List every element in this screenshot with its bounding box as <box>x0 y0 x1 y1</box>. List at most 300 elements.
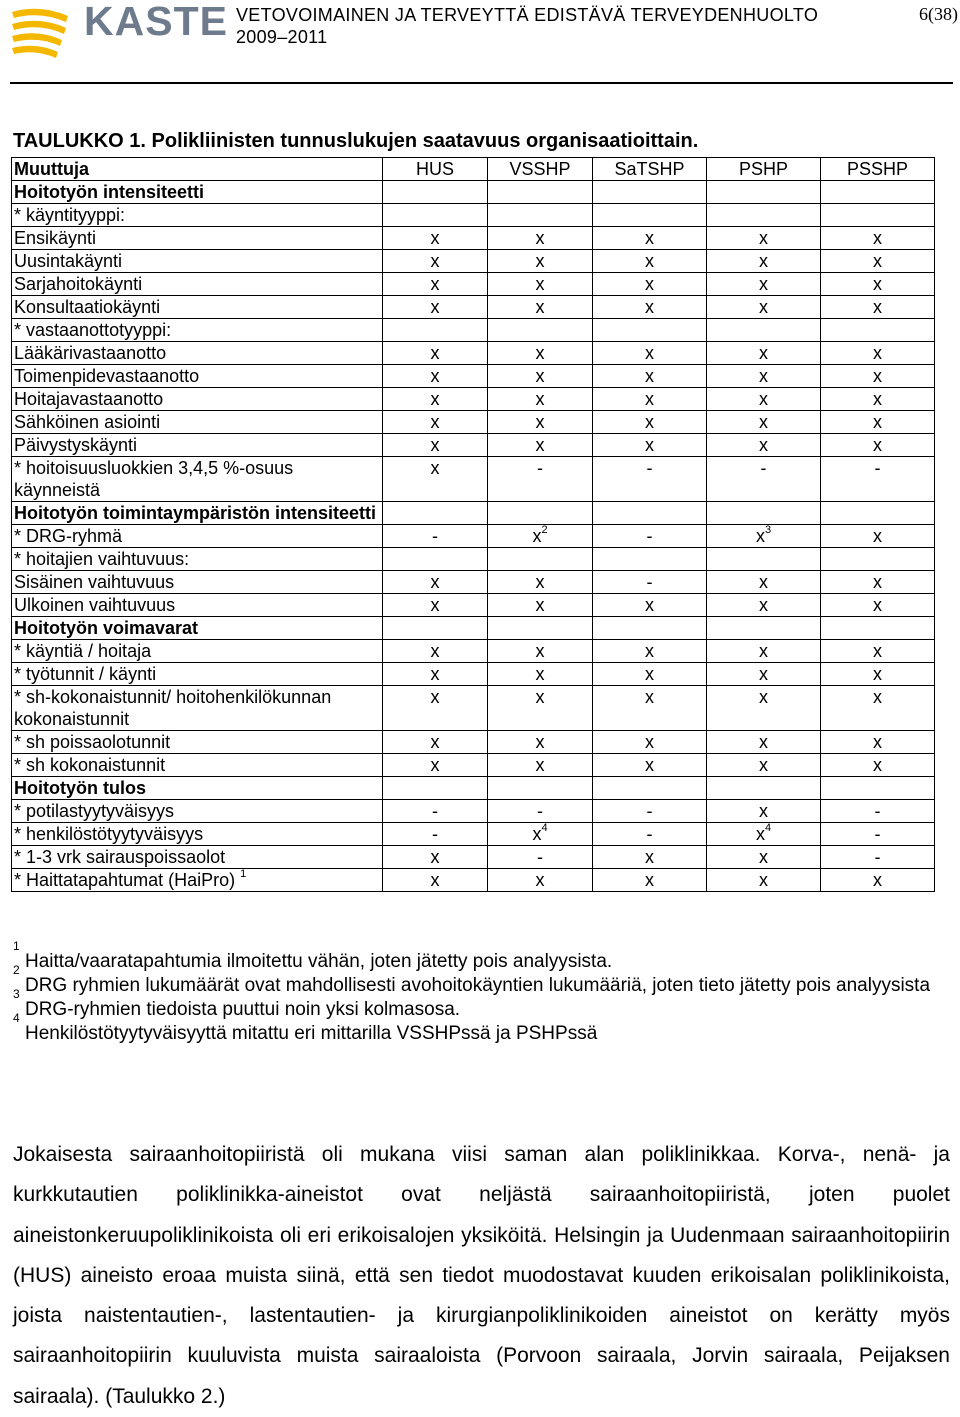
table-cell <box>593 365 707 388</box>
cell-value: x <box>430 458 440 478</box>
table-cell <box>821 686 935 731</box>
table-cell <box>383 296 488 319</box>
table-cell <box>383 731 488 754</box>
page-number: 6(38) <box>919 4 958 24</box>
cell-value: x <box>430 664 440 684</box>
table-cell <box>488 457 593 502</box>
row-label-text: * käyntityyppi: <box>14 205 126 225</box>
cell-value: x <box>873 641 882 661</box>
table-cell <box>707 777 821 800</box>
table-cell <box>707 273 821 296</box>
table-cell <box>593 342 707 365</box>
table-cell <box>707 548 821 571</box>
row-label <box>12 846 383 869</box>
table-cell <box>593 502 707 525</box>
table-cell <box>821 846 935 869</box>
cell-value: x <box>873 595 882 615</box>
availability-table <box>11 157 935 892</box>
cell-value: x <box>759 251 768 271</box>
row-label-text: * työtunnit / käynti <box>14 664 157 684</box>
cell-value: x <box>430 274 440 294</box>
cell-value: x <box>430 389 440 409</box>
table-cell <box>383 686 488 731</box>
table-cell <box>593 663 707 686</box>
table-cell <box>488 754 593 777</box>
cell-value: x <box>532 526 542 546</box>
kaste-sun-icon <box>10 2 80 60</box>
table-cell <box>488 640 593 663</box>
table-cell <box>383 548 488 571</box>
row-label <box>12 869 383 892</box>
table-cell <box>383 388 488 411</box>
cell-value: x <box>645 664 654 684</box>
cell-value: x <box>645 641 654 661</box>
table-cell <box>488 227 593 250</box>
cell-value: x <box>535 732 545 752</box>
cell-value: - <box>874 458 881 478</box>
cell-value: x <box>430 687 440 707</box>
table-cell <box>707 502 821 525</box>
row-label-text: Hoitotyön tulos <box>14 778 146 798</box>
table-cell <box>821 250 935 273</box>
table-row <box>12 548 935 571</box>
cell-value: x <box>535 664 545 684</box>
cell-value: x <box>430 297 440 317</box>
cell-value: x <box>535 595 545 615</box>
footnote-text: DRG-ryhmien tiedoista puuttui noin yksi kolmasosa. <box>24 999 461 1020</box>
cell-value: x <box>645 435 654 455</box>
cell-value: x <box>430 412 440 432</box>
table-cell <box>707 800 821 823</box>
cell-value: x <box>873 274 882 294</box>
table-cell <box>383 525 488 548</box>
table-cell <box>383 823 488 846</box>
cell-value: x <box>759 687 768 707</box>
cell-value: - <box>537 801 543 821</box>
footnote-ref: 4 <box>541 822 548 834</box>
table-cell <box>383 227 488 250</box>
row-label <box>12 731 383 754</box>
table-cell <box>488 846 593 869</box>
cell-value: - <box>537 847 543 867</box>
table-cell <box>488 342 593 365</box>
table-cell <box>383 571 488 594</box>
table-cell <box>707 434 821 457</box>
table-cell <box>707 640 821 663</box>
table-cell <box>488 319 593 342</box>
row-label <box>12 342 383 365</box>
table-cell <box>593 457 707 502</box>
table-cell <box>488 250 593 273</box>
table-cell <box>383 640 488 663</box>
cell-value: x <box>645 687 654 707</box>
table-cell <box>383 365 488 388</box>
row-label-text: Sähköinen asiointi <box>14 412 161 432</box>
table-cell <box>821 663 935 686</box>
row-label-text: Hoitotyön toimintaympäristön intensiteetti <box>14 503 377 523</box>
table-row <box>12 800 935 823</box>
row-label-text: * hoitoisuusluokkien 3,4,5 %-osuus käynneistä <box>14 458 294 500</box>
page-header <box>0 0 960 90</box>
table-cell <box>707 250 821 273</box>
header-title <box>236 4 818 48</box>
cell-value: x <box>430 343 440 363</box>
row-label <box>12 777 383 800</box>
cell-value: x <box>645 412 654 432</box>
table-cell <box>383 800 488 823</box>
footnote-ref: 4 <box>764 822 772 834</box>
table-cell <box>593 686 707 731</box>
cell-value: x <box>873 732 882 752</box>
table-header-row <box>12 158 935 181</box>
table-cell <box>488 823 593 846</box>
row-label <box>12 800 383 823</box>
cell-value: x <box>645 366 654 386</box>
cell-value: x <box>535 435 545 455</box>
cell-value: x <box>535 687 545 707</box>
row-label <box>12 204 383 227</box>
cell-value: - <box>874 801 881 821</box>
table-cell <box>593 617 707 640</box>
table-cell <box>707 181 821 204</box>
table-cell <box>821 800 935 823</box>
table-row <box>12 686 935 731</box>
logo-text: KASTE <box>84 0 228 44</box>
table-cell <box>593 548 707 571</box>
table-cell <box>383 319 488 342</box>
footnote-ref: 1 <box>240 868 247 880</box>
table-cell <box>821 388 935 411</box>
column-header-psshp: PSSHP <box>821 158 935 181</box>
footnote <box>13 987 953 1022</box>
cell-value: x <box>759 801 768 821</box>
footnote-number: 2 <box>13 963 20 977</box>
row-label-text: * käyntiä / hoitaja <box>14 641 152 661</box>
row-label <box>12 548 383 571</box>
cell-value: x <box>759 274 768 294</box>
cell-value: x <box>430 870 440 890</box>
row-label-text: * DRG-ryhmä <box>14 526 123 546</box>
cell-value: - <box>432 526 438 546</box>
table-cell <box>593 273 707 296</box>
row-label-text: * 1-3 vrk sairauspoissaolot <box>14 847 226 867</box>
table-cell <box>383 342 488 365</box>
row-label <box>12 365 383 388</box>
table-row <box>12 525 935 548</box>
table-cell <box>488 502 593 525</box>
cell-value: x <box>535 297 545 317</box>
table-cell <box>383 204 488 227</box>
table-cell <box>707 731 821 754</box>
table-cell <box>488 388 593 411</box>
table-cell <box>593 869 707 892</box>
table-cell <box>821 181 935 204</box>
table-cell <box>488 548 593 571</box>
table-cell <box>821 869 935 892</box>
table-row <box>12 181 935 204</box>
table-cell <box>488 594 593 617</box>
table-cell <box>821 594 935 617</box>
cell-value: x <box>759 664 768 684</box>
row-label-text: Hoitotyön voimavarat <box>14 618 199 638</box>
table-row <box>12 502 935 525</box>
cell-value: x <box>645 251 654 271</box>
row-label-text: Toimenpidevastaanotto <box>14 366 200 386</box>
cell-value: x <box>759 572 768 592</box>
table-cell <box>593 754 707 777</box>
row-label <box>12 617 383 640</box>
table-cell <box>488 731 593 754</box>
table-caption: TAULUKKO 1. Polikliinisten tunnuslukujen saatavuus organisaatioittain. <box>13 130 699 152</box>
table-cell <box>821 525 935 548</box>
table-cell <box>488 777 593 800</box>
footnote-number: 1 <box>13 939 20 953</box>
footnote-ref: 3 <box>764 524 772 536</box>
table-cell <box>821 640 935 663</box>
row-label-text: * henkilöstötyytyväisyys <box>14 824 204 844</box>
cell-value: x <box>873 526 882 546</box>
table-cell <box>488 800 593 823</box>
row-label-text: * hoitajien vaihtuvuus: <box>14 549 190 569</box>
table-cell <box>383 846 488 869</box>
table-body <box>12 181 935 892</box>
header-title-line2: 2009–2011 <box>236 27 328 47</box>
cell-value: x <box>759 297 768 317</box>
table-cell <box>707 594 821 617</box>
table-cell <box>821 502 935 525</box>
row-label <box>12 181 383 204</box>
table-cell <box>488 617 593 640</box>
table-cell <box>593 846 707 869</box>
table-cell <box>707 457 821 502</box>
cell-value: x <box>873 251 882 271</box>
footnote-ref: 2 <box>541 524 548 536</box>
cell-value: x <box>430 732 440 752</box>
column-header-satshp: SaTSHP <box>593 158 707 181</box>
table-cell <box>821 731 935 754</box>
cell-value: x <box>759 412 768 432</box>
table-cell <box>383 869 488 892</box>
table-cell <box>821 571 935 594</box>
table-cell <box>488 663 593 686</box>
row-label <box>12 686 383 731</box>
row-label <box>12 434 383 457</box>
row-label-text: Ulkoinen vaihtuvuus <box>14 595 176 615</box>
table-cell <box>821 342 935 365</box>
table-cell <box>821 365 935 388</box>
table-cell <box>821 617 935 640</box>
row-label <box>12 457 383 502</box>
cell-value: x <box>430 366 440 386</box>
row-label <box>12 525 383 548</box>
cell-value: x <box>873 389 882 409</box>
cell-value: x <box>873 297 882 317</box>
table-cell <box>707 617 821 640</box>
cell-value: x <box>430 572 440 592</box>
row-label-text: Päivystyskäynti <box>14 435 138 455</box>
cell-value: x <box>873 343 882 363</box>
table-cell <box>707 227 821 250</box>
header-divider <box>10 82 953 84</box>
table-cell <box>707 571 821 594</box>
footnote-number: 3 <box>13 987 20 1001</box>
table-cell <box>707 204 821 227</box>
cell-value: - <box>432 824 438 844</box>
table-cell <box>707 296 821 319</box>
cell-value: x <box>873 755 882 775</box>
cell-value: - <box>760 458 767 478</box>
cell-value: x <box>535 572 545 592</box>
table-cell <box>821 296 935 319</box>
cell-value: x <box>873 870 882 890</box>
cell-value: x <box>759 343 768 363</box>
table-cell <box>593 525 707 548</box>
table-row <box>12 250 935 273</box>
table-cell <box>593 731 707 754</box>
cell-value: x <box>430 641 440 661</box>
cell-value: x <box>759 732 768 752</box>
table-row <box>12 846 935 869</box>
column-header-vsshp: VSSHP <box>488 158 593 181</box>
table-cell <box>593 204 707 227</box>
cell-value: - <box>646 526 653 546</box>
cell-value: x <box>430 228 440 248</box>
table-cell <box>593 227 707 250</box>
cell-value: x <box>759 435 768 455</box>
cell-value: x <box>873 435 882 455</box>
table-cell <box>707 411 821 434</box>
cell-value: x <box>535 870 545 890</box>
row-label <box>12 388 383 411</box>
row-label <box>12 227 383 250</box>
cell-value: x <box>645 389 654 409</box>
cell-value: - <box>646 458 653 478</box>
cell-value: x <box>645 755 654 775</box>
row-label-text: Konsultaatiokäynti <box>14 297 161 317</box>
footnote-text: Haitta/vaaratapahtumia ilmoitettu vähän, joten jätetty pois analyysista. <box>24 951 613 972</box>
cell-value: - <box>874 824 881 844</box>
table-cell <box>821 319 935 342</box>
row-label <box>12 502 383 525</box>
cell-value: x <box>532 824 542 844</box>
row-label <box>12 411 383 434</box>
table-cell <box>707 754 821 777</box>
footnote <box>13 1011 953 1046</box>
table-cell <box>488 273 593 296</box>
table-row <box>12 319 935 342</box>
table-row <box>12 823 935 846</box>
cell-value: x <box>535 412 545 432</box>
table-cell <box>593 571 707 594</box>
row-label <box>12 571 383 594</box>
column-header-pshp: PSHP <box>707 158 821 181</box>
table-cell <box>707 823 821 846</box>
cell-value: x <box>535 366 545 386</box>
cell-value: - <box>646 572 653 592</box>
cell-value: - <box>432 801 438 821</box>
row-label <box>12 273 383 296</box>
table-cell <box>707 342 821 365</box>
table-row <box>12 571 935 594</box>
cell-value: - <box>874 847 881 867</box>
table-cell <box>488 181 593 204</box>
cell-value: x <box>535 389 545 409</box>
table-cell <box>488 296 593 319</box>
table-cell <box>383 594 488 617</box>
cell-value: x <box>873 664 882 684</box>
column-header-variable: Muuttuja <box>12 158 383 181</box>
table-cell <box>593 296 707 319</box>
table-cell <box>707 663 821 686</box>
cell-value: x <box>759 870 768 890</box>
table-row <box>12 777 935 800</box>
table-cell <box>593 388 707 411</box>
row-label-text: * sh poissaolotunnit <box>14 732 171 752</box>
cell-value: x <box>759 366 768 386</box>
table-cell <box>488 434 593 457</box>
footnote-text: Henkilöstötyytyväisyyttä mitattu eri mittarilla VSSHPssä ja PSHPssä <box>24 1023 598 1044</box>
cell-value: x <box>645 343 654 363</box>
cell-value: x <box>759 641 768 661</box>
table-cell <box>821 273 935 296</box>
row-label <box>12 754 383 777</box>
row-label-text: Lääkärivastaanotto <box>14 343 167 363</box>
table-cell <box>383 777 488 800</box>
cell-value: x <box>759 228 768 248</box>
table-cell <box>593 823 707 846</box>
table-cell <box>383 411 488 434</box>
table-cell <box>593 411 707 434</box>
cell-value: x <box>535 274 545 294</box>
cell-value: x <box>645 732 654 752</box>
cell-value: x <box>873 366 882 386</box>
table-cell <box>593 640 707 663</box>
header-title-line1: VETOVOIMAINEN JA TERVEYTTÄ EDISTÄVÄ TERVEYDENHUOLTO <box>236 5 819 25</box>
cell-value: - <box>537 458 543 478</box>
table-cell <box>488 525 593 548</box>
row-label-text: * sh kokonaistunnit <box>14 755 166 775</box>
row-label-text: Sarjahoitokäynti <box>14 274 143 294</box>
table-row <box>12 365 935 388</box>
row-label-text: * Haittatapahtumat (HaiPro) <box>14 870 236 890</box>
table-cell <box>707 365 821 388</box>
table-cell <box>707 846 821 869</box>
cell-value: x <box>873 687 882 707</box>
footnote-number: 4 <box>13 1011 20 1025</box>
cell-value: x <box>535 228 545 248</box>
table-cell <box>821 434 935 457</box>
table-cell <box>821 204 935 227</box>
footnote-text: DRG ryhmien lukumäärät ovat mahdollisesti avohoitokäyntien lukumääriä, joten tieto jätetty pois analyysista <box>24 975 931 996</box>
table-row <box>12 388 935 411</box>
table-cell <box>488 204 593 227</box>
table-cell <box>707 388 821 411</box>
table-cell <box>488 869 593 892</box>
table-cell <box>707 686 821 731</box>
table-cell <box>383 502 488 525</box>
row-label-text: * potilastyytyväisyys <box>14 801 175 821</box>
table-cell <box>821 548 935 571</box>
table-row <box>12 457 935 502</box>
table-row <box>12 342 935 365</box>
cell-value: - <box>646 824 653 844</box>
cell-value: x <box>645 274 654 294</box>
table-row <box>12 663 935 686</box>
cell-value: x <box>759 389 768 409</box>
table-cell <box>383 250 488 273</box>
body-paragraph: Jokaisesta sairaanhoitopiiristä oli mukana viisi saman alan poliklinikkaa. Korva-, nenä- ja kurkkutautien poliklinikka-aineistot ovat neljästä sairaanhoitopiiristä, joten puolet aineistonkeruupoliklinikoista oli eri erikoisalojen yksiköitä. Helsingin ja Uudenmaan sairaanhoitopiirin (HUS) aineisto eroaa muista siinä, että sen tiedot muodostavat kuuden erikoisalan poliklinikoista, joista naistentautien-, lastentautien- ja kirurgianpoliklinikoiden aineistot on kerätty myös sairaanhoitopiirin kuuluvista muista sairaaloista (Porvoon sairaala, Jorvin sairaala, Peijaksen sairaala). (Taulukko 2.) <box>13 1143 950 1408</box>
row-label <box>12 663 383 686</box>
